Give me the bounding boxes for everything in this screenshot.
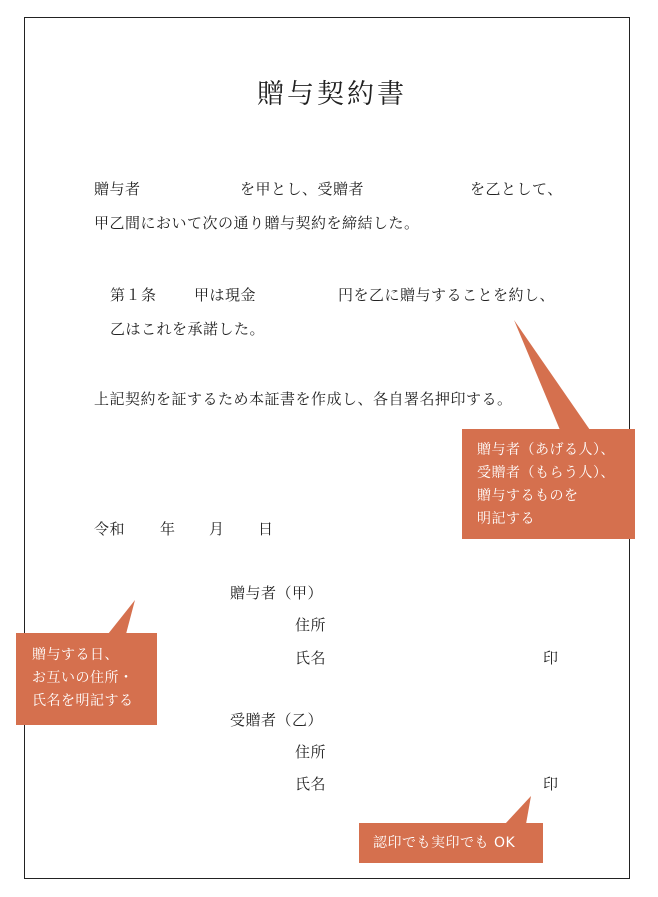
- intro-otsu-label: を乙として、: [470, 180, 563, 198]
- date-month: 月: [209, 520, 225, 538]
- donee-name-label: 氏名: [295, 775, 327, 793]
- intro-line-2: 甲乙間において次の通り贈与契約を締結した。: [94, 214, 420, 232]
- date-callout-line-1: 贈与する日、: [32, 647, 119, 663]
- document-title: 贈与契約書: [257, 79, 407, 110]
- date-callout-line-3: 氏名を明記する: [32, 693, 134, 709]
- donor-address-label: 住所: [295, 616, 327, 634]
- date-day: 日: [258, 520, 274, 538]
- parties-callout-line-3: 贈与するものを: [477, 488, 579, 504]
- seal-callout: [359, 823, 543, 863]
- intro-donee-label: を甲とし、受贈者: [240, 180, 365, 198]
- closing-statement: 上記契約を証するため本証書を作成し、各自署名押印する。: [94, 390, 513, 408]
- date-year: 年: [160, 520, 176, 538]
- article-1-label: 第１条: [110, 286, 157, 304]
- intro-donor-label: 贈与者: [94, 180, 141, 198]
- seal-callout-text: 認印でも実印でも OK: [373, 835, 516, 851]
- article-1-text-b: 円を乙に贈与することを約し、: [338, 286, 556, 304]
- date-era: 令和: [94, 520, 126, 538]
- donee-seal: 印: [543, 775, 559, 793]
- donor-name-label: 氏名: [295, 649, 327, 667]
- parties-callout-line-2: 受贈者（もらう人）、: [477, 465, 615, 481]
- article-1-text-a: 甲は現金: [194, 286, 257, 304]
- parties-callout: [462, 429, 635, 539]
- parties-callout-line-1: 贈与者（あげる人）、: [477, 442, 615, 458]
- donor-seal: 印: [543, 649, 559, 667]
- donee-heading: 受贈者（乙）: [230, 711, 324, 729]
- parties-callout-line-4: 明記する: [477, 511, 535, 527]
- date-callout-line-2: お互いの住所・: [32, 670, 134, 686]
- donee-address-label: 住所: [295, 743, 327, 761]
- date-names-callout: [16, 633, 157, 725]
- article-1-line-2: 乙はこれを承諾した。: [110, 320, 266, 338]
- donor-heading: 贈与者（甲）: [230, 584, 324, 602]
